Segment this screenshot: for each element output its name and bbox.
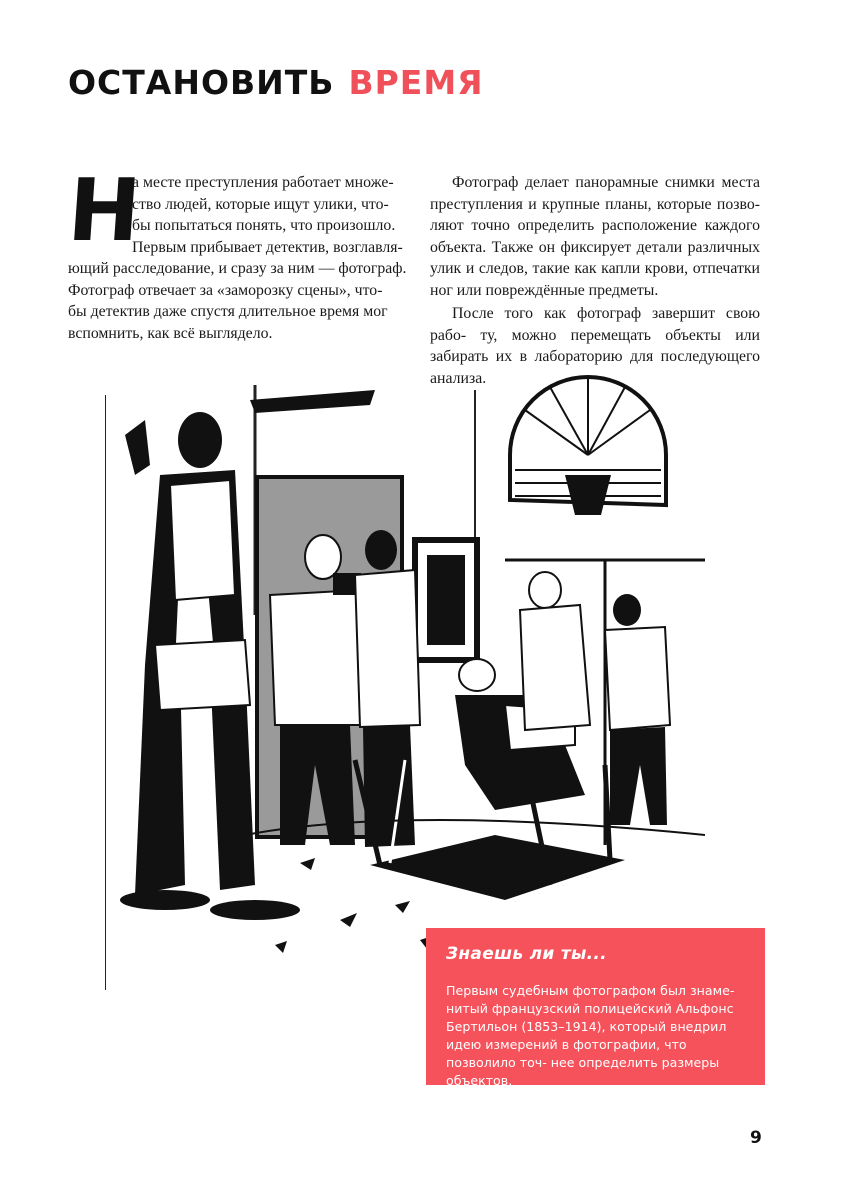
page-number: 9 [750, 1128, 762, 1148]
crime-scene-illustration [105, 365, 705, 990]
left-line: ство людей, которые ищут улики, что- [132, 195, 389, 213]
left-line: Первым прибывает детектив, возглавля- [132, 238, 403, 256]
did-you-know-box [426, 928, 765, 1088]
fact-text: Первым судебным фотографом был знаме- нитый французский полицейский Альфонс Бертильон (1853–1914), который внедрил идею измерений в фотографии, что позволило точ- нее определить размеры объектов. [446, 983, 735, 1088]
title-word-time: ВРЕМЯ [348, 63, 484, 102]
left-column [64, 161, 408, 344]
left-line: Фотограф отвечает за «заморозку сцены», что- [68, 281, 383, 299]
right-column [430, 172, 760, 389]
page-title [68, 58, 484, 108]
left-line: вспомнить, как всё выглядело. [68, 324, 273, 342]
left-line: ющий расследование, и сразу за ним — фотограф. [68, 260, 407, 277]
right-paragraph-2: После того как фотограф завершит свою рабо- ту, можно перемещать объекты или забирать их в лабораторию для последующего анализа. [430, 305, 760, 387]
left-line: а месте преступления работает множе- [132, 174, 394, 191]
left-line: бы попытаться понять, что произошло. [132, 217, 396, 234]
title-word-stop: ОСТАНОВИТЬ [68, 63, 335, 102]
drop-cap: Н [64, 161, 144, 261]
right-paragraph-1: Фотограф делает панорамные снимки места преступления и крупные планы, которые позво- ляют точно определить расположение каждого объекта. Также он фиксирует детали различных улик и следов, такие как капли крови, отпечатки ног или повреждённые предметы. [430, 174, 760, 299]
fact-heading: Знаешь ли ты... [446, 944, 607, 964]
left-line: бы детектив даже спустя длительное время мог [68, 303, 388, 320]
